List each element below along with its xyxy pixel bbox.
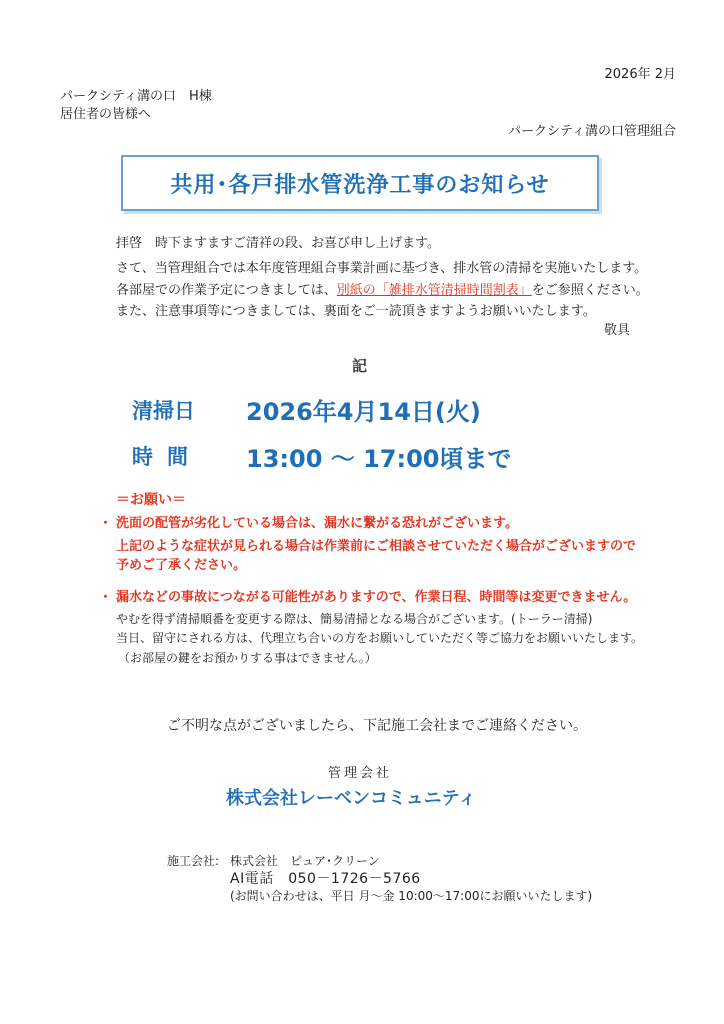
time-value: 13:00 ～ 17:00頃まで [246, 445, 512, 473]
contractor-label: 施工会社: [167, 854, 220, 868]
page-title: 共用･各戸排水管洗浄工事のお知らせ [170, 172, 550, 198]
management-company-name: 株式会社レーベンコミュニティ [226, 788, 477, 809]
body-line-schedule [116, 282, 649, 300]
schedule-text-post: をご参照ください。 [531, 283, 649, 298]
contractor-phone: AI電話 050－1726－5766 [230, 871, 421, 887]
greeting-line: 拝啓 時下ますますご清祥の段、お喜び申し上げます。 [116, 236, 440, 251]
sender-association: パークシティ溝の口管理組合 [508, 124, 676, 139]
recipient-building: パークシティ溝の口 H棟 [60, 89, 212, 104]
bullet-marker: ・ [99, 590, 113, 605]
time-label: 時間 [132, 445, 202, 469]
recipient-residents: 居住者の皆様へ [60, 107, 152, 122]
contractor-name: 株式会社 ピュア･クリーン [230, 854, 380, 868]
request-note-1: やむを得ず清掃順番を変更する際は、簡易清掃となる場合がございます。(トーラー清掃) [116, 612, 593, 626]
body-line-plan: さて、当管理組合では本年度管理組合事業計画に基づき、排水管の清掃を実施いたします。 [116, 261, 648, 276]
cleaning-date-label: 清掃日 [132, 399, 195, 423]
request-note-3: （お部屋の鍵をお預かりする事はできません。） [118, 651, 377, 665]
management-company-label: 管理会社 [328, 766, 393, 781]
cleaning-date-value: 2026年4月14日(火) [246, 398, 481, 426]
contractor-hours: (お問い合わせは、平日 月～金 10:00～17:00にお願いいたします) [230, 889, 593, 903]
request-item-1-line-1: 洗面の配管が劣化している場合は、漏水に繋がる恐れがございます。 [116, 516, 518, 531]
timetable-reference-link: 別紙の「雑排水管清掃時間割表」 [336, 283, 532, 298]
request-note-2: 当日、留守にされる方は、代理立ち合いの方をお願いしていただく等ご協力をお願いいたします。 [116, 631, 644, 645]
request-item-1-line-3: 予めご了承ください。 [116, 558, 247, 573]
request-item-2-line-1: 漏水などの事故につながる可能性がありますので、作業日程、時間等は変更できません。 [116, 590, 637, 605]
contact-message: ご不明な点がございましたら、下記施工会社までご連絡ください。 [167, 718, 587, 734]
request-item-1-line-2: 上記のような症状が見られる場合は作業前にご相談させていただく場合がございますので [116, 539, 637, 554]
requests-heading: ＝お願い＝ [116, 492, 186, 508]
closing-word: 敬具 [603, 323, 630, 338]
body-line-notes: また、注意事項等につきましては、裏面をご一読頂きますようお願いいたします。 [116, 304, 596, 319]
title-box [121, 155, 599, 211]
bullet-marker: ・ [99, 516, 113, 531]
issue-date: 2026年 2月 [604, 67, 676, 82]
ki-mark: 記 [352, 357, 368, 375]
schedule-text-pre: 各部屋での作業予定につきましては、 [116, 283, 337, 298]
